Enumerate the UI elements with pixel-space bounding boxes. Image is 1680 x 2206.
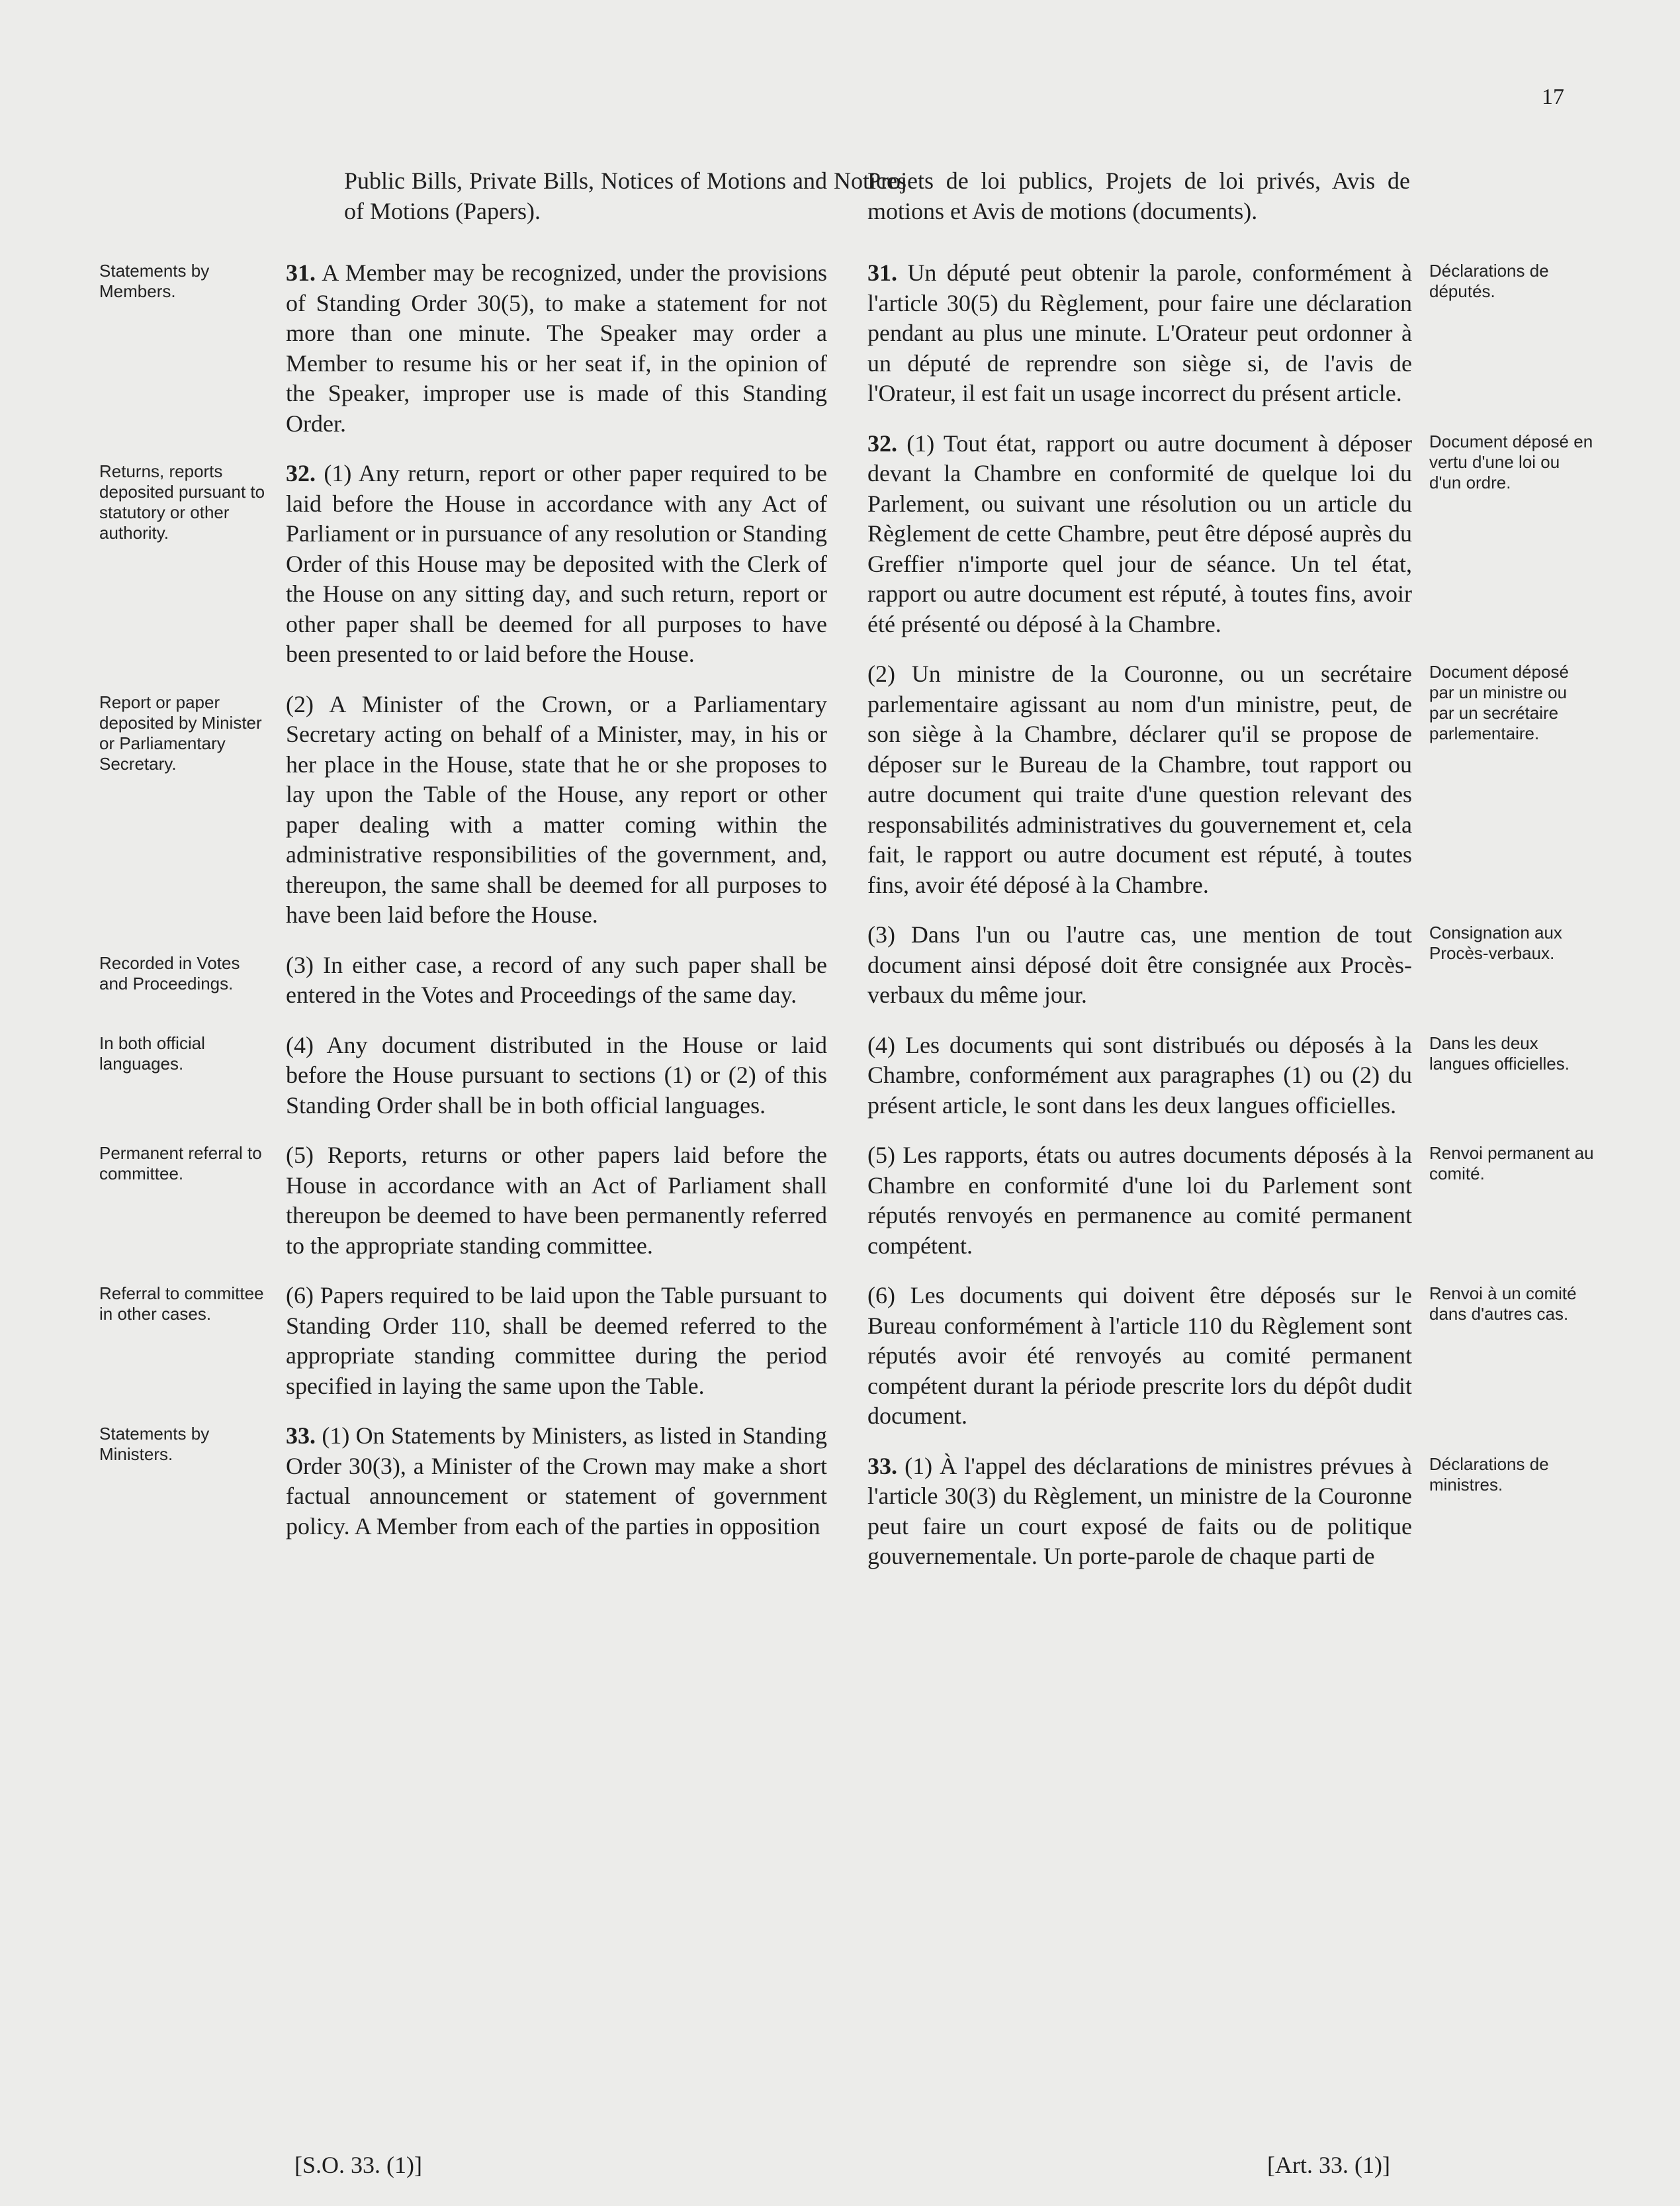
- french-entry: [847, 1140, 1595, 1261]
- margin-note: Document déposé en vertu d'une loi ou d'un ordre.: [1429, 431, 1593, 492]
- paragraph: (5) Les rapports, états ou autres documents déposés à la Chambre en conformité d'une loi du Parlement sont réputés renvoyés en permanence au comité permanent compétent.: [867, 1142, 1412, 1259]
- french-entry: [847, 429, 1595, 640]
- english-entry: [99, 1421, 827, 1541]
- french-entry: [847, 1031, 1595, 1121]
- french-entry: [847, 1281, 1595, 1432]
- french-heading: Projets de loi publics, Projets de loi privés, Avis de motions et Avis de motions (documents).: [867, 167, 1410, 224]
- margin-note: Dans les deux langues officielles.: [1429, 1033, 1569, 1074]
- paragraph: (3) In either case, a record of any such paper shall be entered in the Votes and Proceedings of the same day.: [286, 951, 827, 1008]
- margin-note: Referral to committee in other cases.: [99, 1283, 264, 1324]
- english-column: [99, 165, 906, 1541]
- paragraph: (5) Reports, returns or other papers laid before the House in accordance with an Act of Parliament shall thereupon be deemed to have been permanently referred to the appropriate standing committee.: [286, 1142, 827, 1259]
- paragraph: [286, 258, 827, 439]
- paragraph-text: (1) On Statements by Ministers, as listed in Standing Order 30(3), a Minister of the Crown may make a short factual announcement or statement of government policy. A Member from each of the parties in opposition: [286, 1422, 827, 1540]
- article-number: 33.: [286, 1422, 316, 1449]
- french-entry: [847, 1451, 1595, 1572]
- article-number: 33.: [867, 1452, 897, 1479]
- margin-note: Returns, reports deposited pursuant to statutory or other authority.: [99, 461, 265, 543]
- french-column: [847, 165, 1595, 1572]
- paragraph: (4) Any document distributed in the House or laid before the House pursuant to sections (1) or (2) of this Standing Order shall be in both official languages.: [286, 1031, 827, 1119]
- paragraph-text: (1) Tout état, rapport ou autre document à déposer devant la Chambre en conformité de quelque loi du Parlement, ou suivant une résolution ou un article du Règlement de cette Chambre, peut être déposé auprès du Greffier n'importe quel jour de séance. Un tel état, rapport ou autre document est réputé, à toutes fins, avoir été présenté ou déposé à la Chambre.: [867, 430, 1412, 637]
- paragraph: (2) A Minister of the Crown, or a Parliamentary Secretary acting on behalf of a Minister, may, in his or her place in the House, state that he or she proposes to lay upon the Table of the House, any report or other paper dealing with a matter coming within the administrative responsibilities of the government, and, thereupon, the same shall be deemed for all purposes to have been laid before the House.: [286, 690, 827, 928]
- paragraph: [867, 429, 1412, 640]
- english-entry: [99, 950, 827, 1011]
- margin-note: Report or paper deposited by Minister or Parliamentary Secretary.: [99, 692, 262, 774]
- margin-note: Déclarations de députés.: [1429, 261, 1549, 301]
- margin-note: Statements by Ministers.: [99, 1424, 210, 1464]
- english-entry: [99, 459, 827, 670]
- paragraph-text: (1) Any return, report or other paper required to be laid before the House in accordance with any Act of Parliament or in pursuance of any resolution or Standing Order of this House may be deposited with the Clerk of the House on any sitting day, and such return, report or other paper shall be deemed for all purposes to have been presented to or laid before the House.: [286, 460, 827, 667]
- paragraph-text: A Member may be recognized, under the provisions of Standing Order 30(5), to make a statement for not more than one minute. The Speaker may order a Member to resume his or her seat if, in the opinion of the Speaker, improper use is made of this Standing Order.: [286, 259, 827, 437]
- paragraph: [286, 1421, 827, 1541]
- english-entry: [99, 1281, 827, 1401]
- margin-note: Statements by Members.: [99, 261, 210, 301]
- paragraph: (4) Les documents qui sont distribués ou déposés à la Chambre, conformément aux paragraphes (1) ou (2) du présent article, le sont dans les deux langues officielles.: [867, 1031, 1412, 1119]
- article-number: 31.: [286, 259, 316, 286]
- french-entry: [847, 659, 1595, 900]
- english-heading: Public Bills, Private Bills, Notices of Motions and Notices of Motions (Papers).: [344, 167, 906, 224]
- paragraph-text: (1) À l'appel des déclarations de ministres prévues à l'article 30(3) du Règlement, un ministre de la Couronne peut faire un court exposé de faits ou de politique gouvernementale. Un porte-parole de chaque parti de: [867, 1452, 1412, 1569]
- english-entry: [99, 690, 827, 931]
- margin-note: Document déposé par un ministre ou par un secrétaire parlementaire.: [1429, 662, 1569, 743]
- paragraph: (2) Un ministre de la Couronne, ou un secrétaire parlementaire agissant au nom d'un ministre, peut, de son siège à la Chambre, déclarer qu'il se propose de déposer sur le Bureau de la Chambre, tout rapport ou autre document qui traite d'une question relevant des responsabilités administratives du gouvernement et, cela fait, le rapport ou autre document est réputé, à toutes fins, avoir été déposé à la Chambre.: [867, 661, 1412, 898]
- paragraph: [867, 1451, 1412, 1572]
- english-entry: [99, 1140, 827, 1261]
- margin-note: Consignation aux Procès-verbaux.: [1429, 923, 1562, 963]
- french-footer: [Art. 33. (1)]: [1267, 2152, 1390, 2178]
- margin-note: Permanent referral to committee.: [99, 1143, 262, 1183]
- paragraph-text: Un député peut obtenir la parole, conformément à l'article 30(5) du Règlement, pour faire une déclaration pendant au plus une minute. L'Orateur peut ordonner à un député de reprendre son siège si, de l'avis de l'Orateur, il est fait un usage incorrect du présent article.: [867, 259, 1412, 406]
- french-entry: [847, 258, 1595, 409]
- paragraph: [867, 258, 1412, 409]
- paragraph: [286, 459, 827, 670]
- article-number: 32.: [286, 460, 316, 486]
- article-number: 32.: [867, 430, 897, 457]
- paragraph: (6) Les documents qui doivent être déposés sur le Bureau conformément à l'article 110 du Règlement sont réputés avoir été renvoyés au comité permanent compétent durant la période prescrite lors du dépôt dudit document.: [867, 1282, 1412, 1429]
- paragraph: (6) Papers required to be laid upon the Table pursuant to Standing Order 110, shall be deemed referred to the appropriate standing committee during the period specified in laying the same upon the Table.: [286, 1282, 827, 1399]
- article-number: 31.: [867, 259, 897, 286]
- english-entry: [99, 1031, 827, 1121]
- margin-note: Renvoi à un comité dans d'autres cas.: [1429, 1283, 1577, 1324]
- english-footer: [S.O. 33. (1)]: [294, 2152, 422, 2178]
- paragraph: (3) Dans l'un ou l'autre cas, une mention de tout document ainsi déposé doit être consignée aux Procès-verbaux du même jour.: [867, 921, 1412, 1008]
- english-entry: [99, 258, 827, 439]
- page-number: 17: [1542, 85, 1564, 109]
- french-entry: [847, 920, 1595, 1011]
- margin-note: Recorded in Votes and Proceedings.: [99, 952, 240, 993]
- margin-note: Déclarations de ministres.: [1429, 1453, 1549, 1494]
- margin-note: Renvoi permanent au comité.: [1429, 1143, 1594, 1183]
- margin-note: In both official languages.: [99, 1033, 205, 1074]
